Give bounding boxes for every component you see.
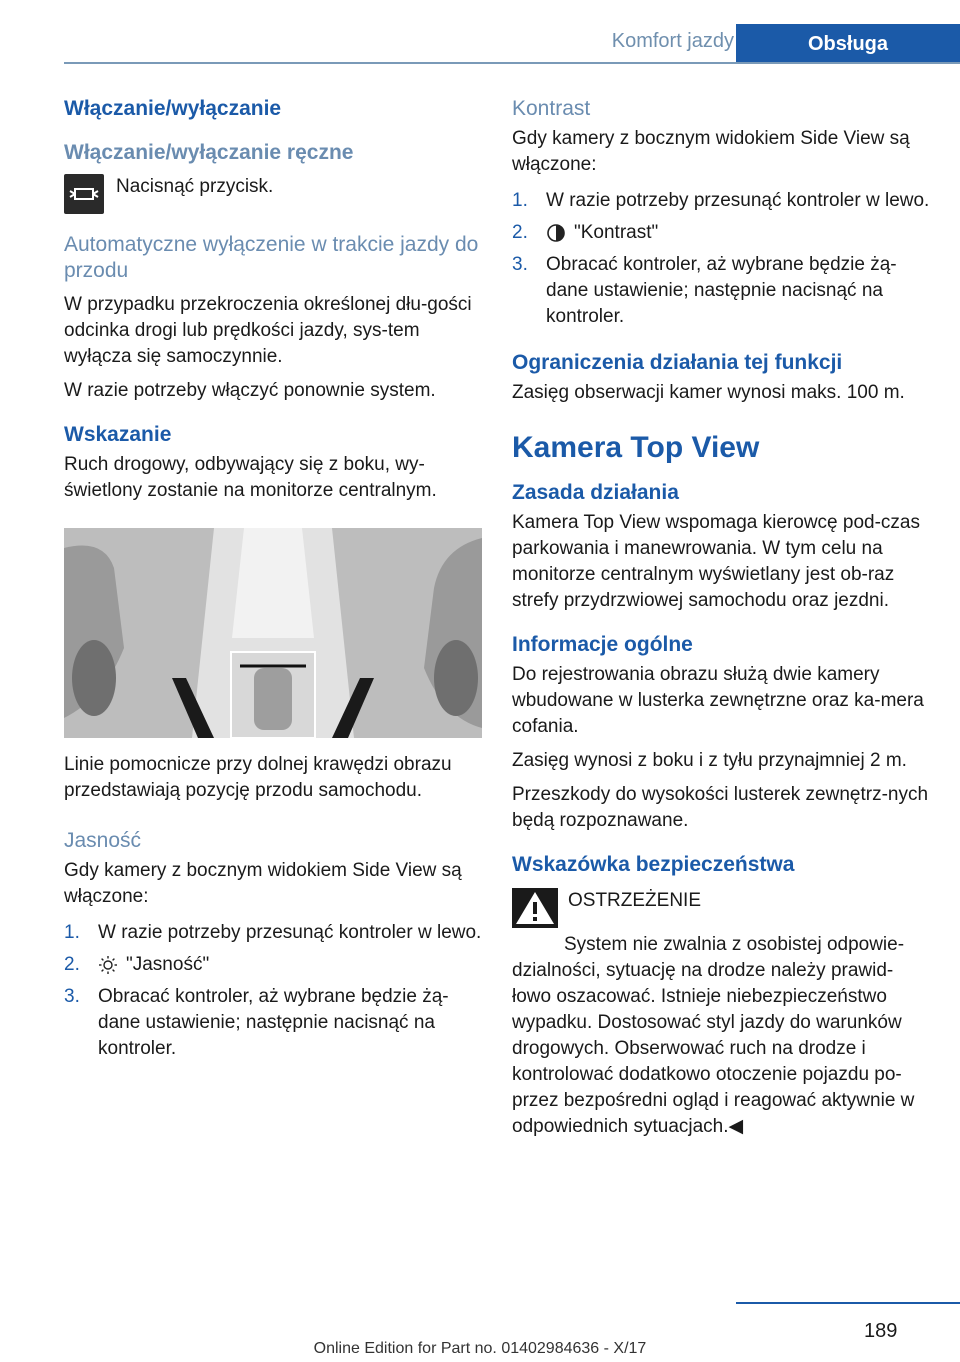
brightness-icon: [98, 955, 118, 975]
list-item: [512, 188, 930, 214]
general-paragraph-1: Do rejestrowania obrazu służą dwie kamery wbudowane w lusterka zewnętrzne oraz ka-mera cofania.: [512, 664, 924, 737]
heading-top-view: Kamera Top View: [512, 431, 760, 464]
contrast-intro: Gdy kamery z bocznym widokiem Side View są włączone:: [512, 128, 910, 175]
warning-title: OSTRZEŻENIE: [568, 890, 702, 911]
edition-footer: Online Edition for Part no. 01402984636 - X/17: [313, 1340, 647, 1357]
step-number: 2.: [64, 954, 80, 975]
step-number: 1.: [64, 922, 80, 943]
step-number: 2.: [512, 222, 528, 243]
step-number: 3.: [64, 986, 80, 1007]
right-column: [512, 96, 930, 1140]
press-button-row: [64, 174, 482, 214]
header-rule: [64, 62, 960, 64]
step-text: "Kontrast": [574, 222, 659, 243]
contrast-icon: [546, 223, 566, 243]
press-button-text: Nacisnąć przycisk.: [116, 176, 274, 197]
heading-principle: Zasada działania: [512, 481, 679, 504]
auto-off-paragraph-2: W razie potrzeby włączyć ponownie system.: [64, 380, 436, 401]
heading-auto-off: Automatyczne wyłączenie w trakcie jazdy do przodu: [64, 233, 479, 282]
list-item: [64, 920, 482, 946]
step-text: "Jasność": [126, 954, 210, 975]
heading-manual: Włączanie/wyłączanie ręczne: [64, 141, 354, 164]
list-item: [64, 984, 482, 1062]
warning-text: System nie zwalnia z osobistej odpowie-dzialności, sytuację na drodze należy prawid-łowo oszacować. Istnieje niebezpieczeństwo wypadku. Dostosować styl jazdy do warunków drogowych. Obserwować ruch na drodze i kontrolować dodatkowo otoczenie pojazdu po-przez bezpośredni ogląd i reagować aktywnie w odpowiednich sytuacjach.◀: [512, 934, 915, 1137]
heading-display: Wskazanie: [64, 423, 172, 446]
list-item: [512, 252, 930, 330]
auto-off-paragraph: W przypadku przekroczenia określonej dłu-gości odcinka drogi lub prędkości jazdy, sys-tem wyłącza się samoczynnie.: [64, 294, 472, 367]
left-column: [64, 96, 482, 1068]
step-text: W razie potrzeby przesunąć kontroler w lewo.: [546, 190, 930, 211]
page-header: [64, 24, 960, 64]
warning-triangle-icon: [512, 888, 558, 928]
general-paragraph-2: Zasięg wynosi z boku i z tyłu przynajmniej 2 m.: [512, 750, 907, 771]
brightness-steps: [64, 920, 482, 1062]
figure-caption: Linie pomocnicze przy dolnej krawędzi obrazu przedstawiają pozycję przodu samochodu.: [64, 754, 452, 801]
step-text: Obracać kontroler, aż wybrane będzie żą-dane ustawienie; następnie nacisnąć na kontroler.: [546, 254, 897, 327]
list-item: [64, 952, 482, 978]
contrast-steps: [512, 188, 930, 330]
general-paragraph-3: Przeszkody do wysokości lusterek zewnętrz-nych będą rozpoznawane.: [512, 784, 929, 831]
limits-paragraph: Zasięg obserwacji kamer wynosi maks. 100 m.: [512, 382, 905, 403]
heading-contrast: Kontrast: [512, 97, 591, 120]
page-number: 189: [864, 1320, 898, 1342]
heading-safety: Wskazówka bezpieczeństwa: [512, 853, 795, 876]
warning-block: [512, 888, 930, 928]
principle-paragraph: Kamera Top View wspomaga kierowcę pod-czas parkowania i manewrowania. W tym celu na monitorze centralnym wyświetlany jest ob-raz strefy przydrzwiowej samochodu oraz jezdni.: [512, 512, 920, 611]
heading-brightness: Jasność: [64, 829, 142, 852]
list-item: [512, 220, 930, 246]
section-tab: Komfort jazdy: [611, 30, 734, 52]
heading-limits: Ograniczenia działania tej funkcji: [512, 351, 843, 374]
side-view-button-icon: [64, 174, 104, 214]
chapter-tab: Obsługa: [736, 24, 960, 64]
brightness-intro: Gdy kamery z bocznym widokiem Side View są włączone:: [64, 860, 462, 907]
step-number: 3.: [512, 254, 528, 275]
step-text: W razie potrzeby przesunąć kontroler w lewo.: [98, 922, 482, 943]
step-text: Obracać kontroler, aż wybrane będzie żą-dane ustawienie; następnie nacisnąć na kontroler.: [98, 986, 449, 1059]
heading-general: Informacje ogólne: [512, 633, 693, 656]
side-view-figure: [64, 528, 482, 738]
display-paragraph: Ruch drogowy, odbywający się z boku, wy-świetlony zostanie na monitorze centralnym.: [64, 454, 437, 501]
heading-onoff: Włączanie/wyłączanie: [64, 97, 282, 120]
step-number: 1.: [512, 190, 528, 211]
footer-rule: [736, 1302, 960, 1304]
